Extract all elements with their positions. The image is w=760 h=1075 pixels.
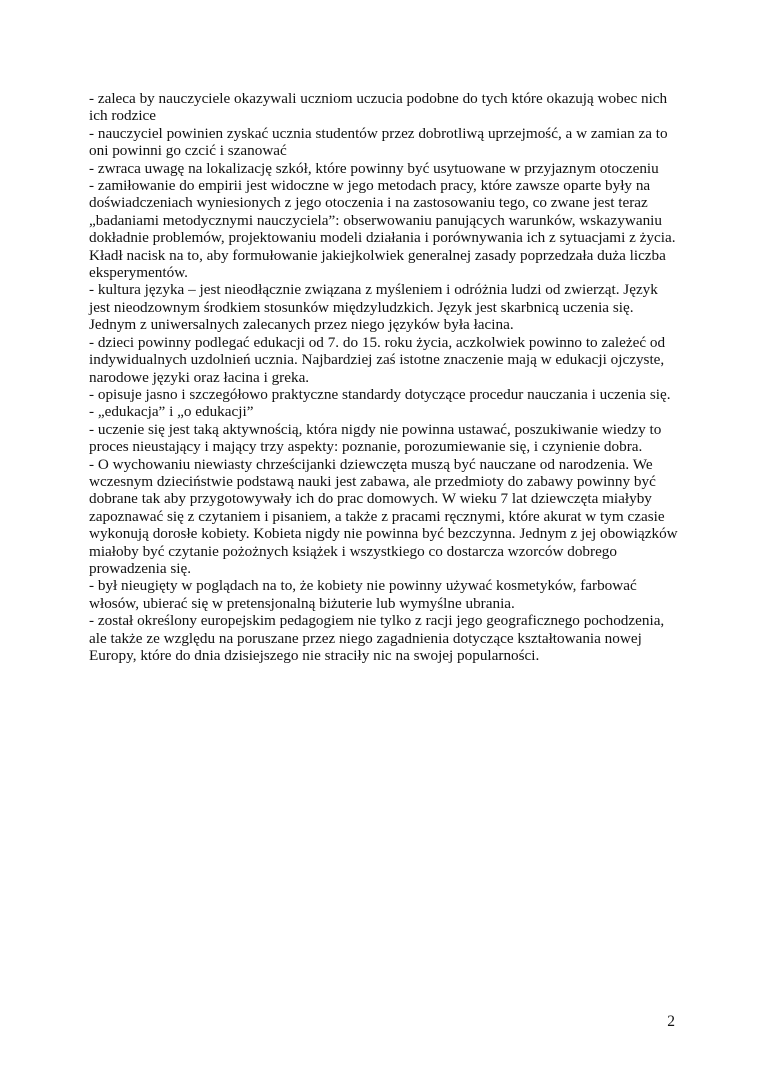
paragraph: - uczenie się jest taką aktywnością, która nigdy nie powinna ustawać, poszukiwanie wiedzy to proces nieustający i mający trzy aspekty: poznanie, porozumiewanie się, i czynienie dobra. [89,420,662,456]
page-number: 2 [667,1013,675,1030]
paragraph: - „edukacja” i „o edukacji” [89,403,254,421]
paragraph: - zwraca uwagę na lokalizację szkół, które powinny być usytuowane w przyjaznym otoczeniu [89,159,659,177]
paragraph: - O wychowaniu niewiasty chrześcijanki dziewczęta muszą być nauczane od narodzenia. We wczesnym dzieciństwie podstawą nauki jest zabawa, ale przedmioty do zabawy powinny być dobrane tak aby przygotowywały ich do prac domowych. W wieku 7 lat dziewczęta miałyby zapoznawać się z czytaniem i pisaniem, a także z pracami ręcznymi, które akurat w tym czasie wykonują dorosłe kobiety. Kobieta nigdy nie powinna być bezczynna. Jednym z jej obowiązków miałoby być czytanie pożożnych książek i wszystkiego co dostarcza wzorców dobrego prowadzenia się. [89,455,678,577]
paragraph: - był nieugięty w poglądach na to, że kobiety nie powinny używać kosmetyków, farbować włosów, ubierać się w pretensjonalną biżuterie lub wymyślne ubrania. [89,577,637,612]
paragraph: - nauczyciel powinien zyskać ucznia studentów przez dobrotliwą uprzejmość, a w zamian za to oni powinni go czcić i szanować [89,124,668,160]
paragraph: - kultura języka – jest nieodłącznie związana z myśleniem i odróżnia ludzi od zwierząt. Język jest nieodzownym środkiem stosunków międzyludzkich. Język jest skarbnicą uczenia się. Jednym z uniwersalnych zalecanych przez niego języków była łacina. [89,281,658,334]
body-text [89,90,679,664]
paragraph: - zaleca by nauczyciele okazywali uczniom uczucia podobne do tych które okazują wobec nich ich rodzice [89,90,668,125]
paragraph: - zamiłowanie do empirii jest widoczne w jego metodach pracy, które zawsze oparte były na doświadczeniach wyniesionych z jego otoczenia i na zastosowaniu tego, co zwane jest teraz „badaniami metodycznymi nauczyciela”: obserwowaniu panujących warunków, wskazywaniu dokładnie problemów, projektowaniu modeli działania i porównywania ich z sytuacjami z życia. Kładł nacisk na to, aby formułowanie jakiejkolwiek generalnej zasady poprzedzała duża liczba eksperymentów. [89,177,676,282]
paragraph: - został określony europejskim pedagogiem nie tylko z racji jego geograficznego pochodzenia, ale także ze względu na poruszane przez niego zagadnienia dotyczące kształtowania nowej Europy, które do dnia dzisiejszego nie straciły nic na swojej popularności. [89,612,665,664]
paragraph: - opisuje jasno i szczegółowo praktyczne standardy dotyczące procedur nauczania i uczenia się. [89,385,671,403]
paragraph: - dzieci powinny podlegać edukacji od 7. do 15. roku życia, aczkolwiek powinno to zależeć od indywidualnych uzdolnień ucznia. Najbardziej zaś istotne znaczenie mają w edukacji ojczyste, narodowe języki oraz łacina i greka. [89,333,666,386]
